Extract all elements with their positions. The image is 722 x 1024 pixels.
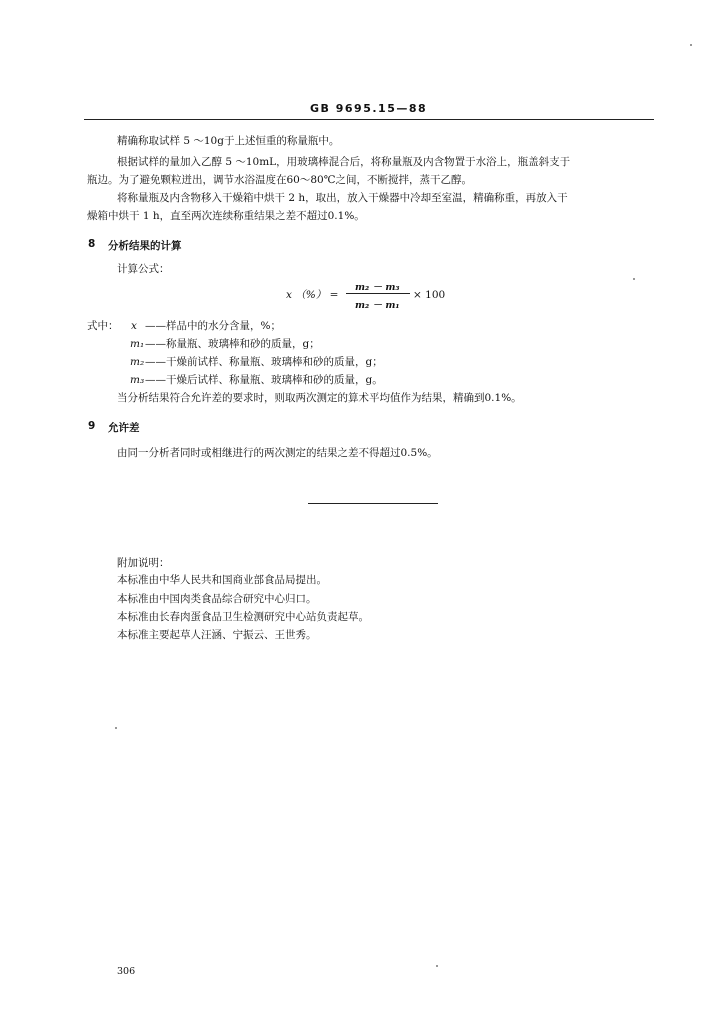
where-label: 式中： (87, 320, 119, 332)
section-9-title: 允许差 (108, 422, 140, 434)
formula-lhs: x （%） = (286, 289, 339, 301)
appendix-line-4: 本标准主要起草人汪涵、宁振云、王世秀。 (117, 629, 317, 641)
formula-denominator: m₂ － m₁ (355, 300, 400, 311)
def-text-m1: ——称量瓶、玻璃棒和砂的质量，g； (145, 338, 320, 350)
header-rule (84, 119, 654, 120)
result-note: 当分析结果符合允许差的要求时，则取两次测定的算术平均值作为结果，精确到0.1%。 (117, 392, 522, 404)
appendix-title: 附加说明： (117, 557, 170, 569)
def-symbol-m2: m₂ (130, 356, 145, 368)
section-9-number: 9 (88, 420, 96, 432)
def-text-m2: ——干燥前试样、称量瓶、玻璃棒和砂的质量，g； (145, 356, 383, 368)
def-symbol-x: x (131, 320, 137, 332)
section-8-number: 8 (88, 238, 96, 250)
def-text-m3: ——干燥后试样、称量瓶、玻璃棒和砂的质量，g。 (145, 374, 383, 386)
appendix-line-1: 本标准由中华人民共和国商业部食品局提出。 (117, 574, 327, 586)
paragraph-add-ethanol-line2: 瓶边。为了避免颗粒迸出，调节水浴温度在60～80℃之间，不断搅拌，蒸干乙醇。 (87, 174, 472, 186)
appendix-line-3: 本标准由长春肉蛋食品卫生检测研究中心站负责起草。 (117, 611, 369, 623)
paragraph-drying-line2: 燥箱中烘干 1 h，直至两次连续称重结果之差不超过0.1%。 (87, 210, 365, 222)
scan-speck (633, 278, 635, 280)
page-number: 306 (117, 966, 136, 977)
scan-speck (690, 44, 692, 46)
scan-speck (436, 965, 438, 967)
fraction-bar (346, 293, 410, 294)
def-symbol-m3: m₃ (130, 374, 145, 386)
end-of-text-rule (308, 503, 438, 504)
paragraph-weigh-sample: 精确称取试样 5 ～10g于上述恒重的称量瓶中。 (117, 135, 340, 147)
formula-numerator: m₂ － m₃ (355, 282, 400, 293)
paragraph-add-ethanol-line1: 根据试样的量加入乙醇 5 ～10mL，用玻璃棒混合后，将称量瓶及内含物置于水浴上，瓶盖斜支于 (117, 156, 571, 168)
tolerance-text: 由同一分析者同时或相继进行的两次测定的结果之差不得超过0.5%。 (117, 447, 438, 459)
appendix-line-2: 本标准由中国肉类食品综合研究中心归口。 (117, 593, 317, 605)
def-symbol-m1: m₁ (130, 338, 145, 350)
def-text-x: ——样品中的水分含量，%； (145, 320, 281, 332)
formula-label: 计算公式： (117, 263, 170, 275)
formula-rhs: × 100 (413, 289, 446, 301)
paragraph-drying-line1: 将称量瓶及内含物移入干燥箱中烘干 2 h，取出，放入干燥器中冷却至室温，精确称重，再放入干 (117, 192, 568, 204)
section-8-title: 分析结果的计算 (108, 240, 182, 252)
scan-speck (115, 727, 117, 729)
standard-header: GB 9695.15—88 (310, 102, 428, 115)
